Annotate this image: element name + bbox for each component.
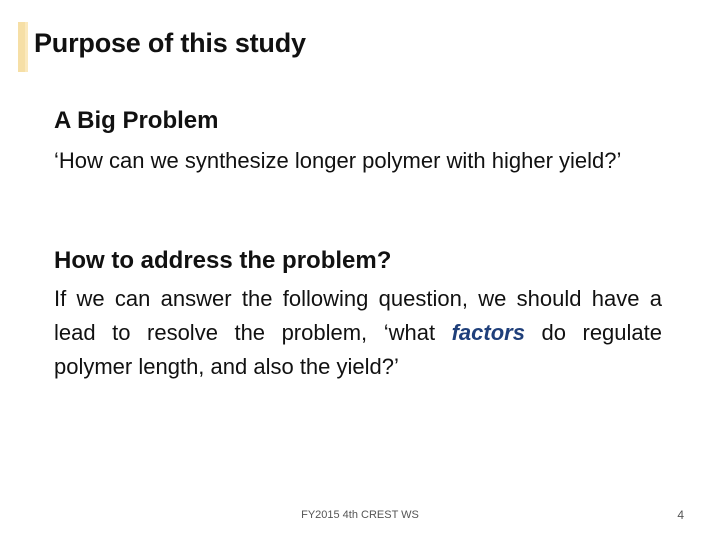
section-heading-problem: A Big Problem	[54, 107, 219, 134]
page-number: 4	[677, 508, 684, 522]
approach-text-end: do regulate polymer length, and also the yield?’	[54, 320, 662, 379]
title-accent-bar-highlight	[25, 22, 28, 72]
section-text-approach	[54, 282, 662, 384]
section-text-problem: ‘How can we synthesize longer polymer with higher yield?’	[54, 148, 622, 173]
section-heading-approach: How to address the problem?	[54, 247, 392, 274]
approach-text-start: If we can answer the following question, we should have a lead to resolve the problem, ‘what	[54, 286, 662, 345]
emphasis-factors: factors	[451, 320, 525, 345]
slide-title: Purpose of this study	[34, 28, 306, 58]
slide-footer: FY2015 4th CREST WS	[301, 509, 419, 521]
